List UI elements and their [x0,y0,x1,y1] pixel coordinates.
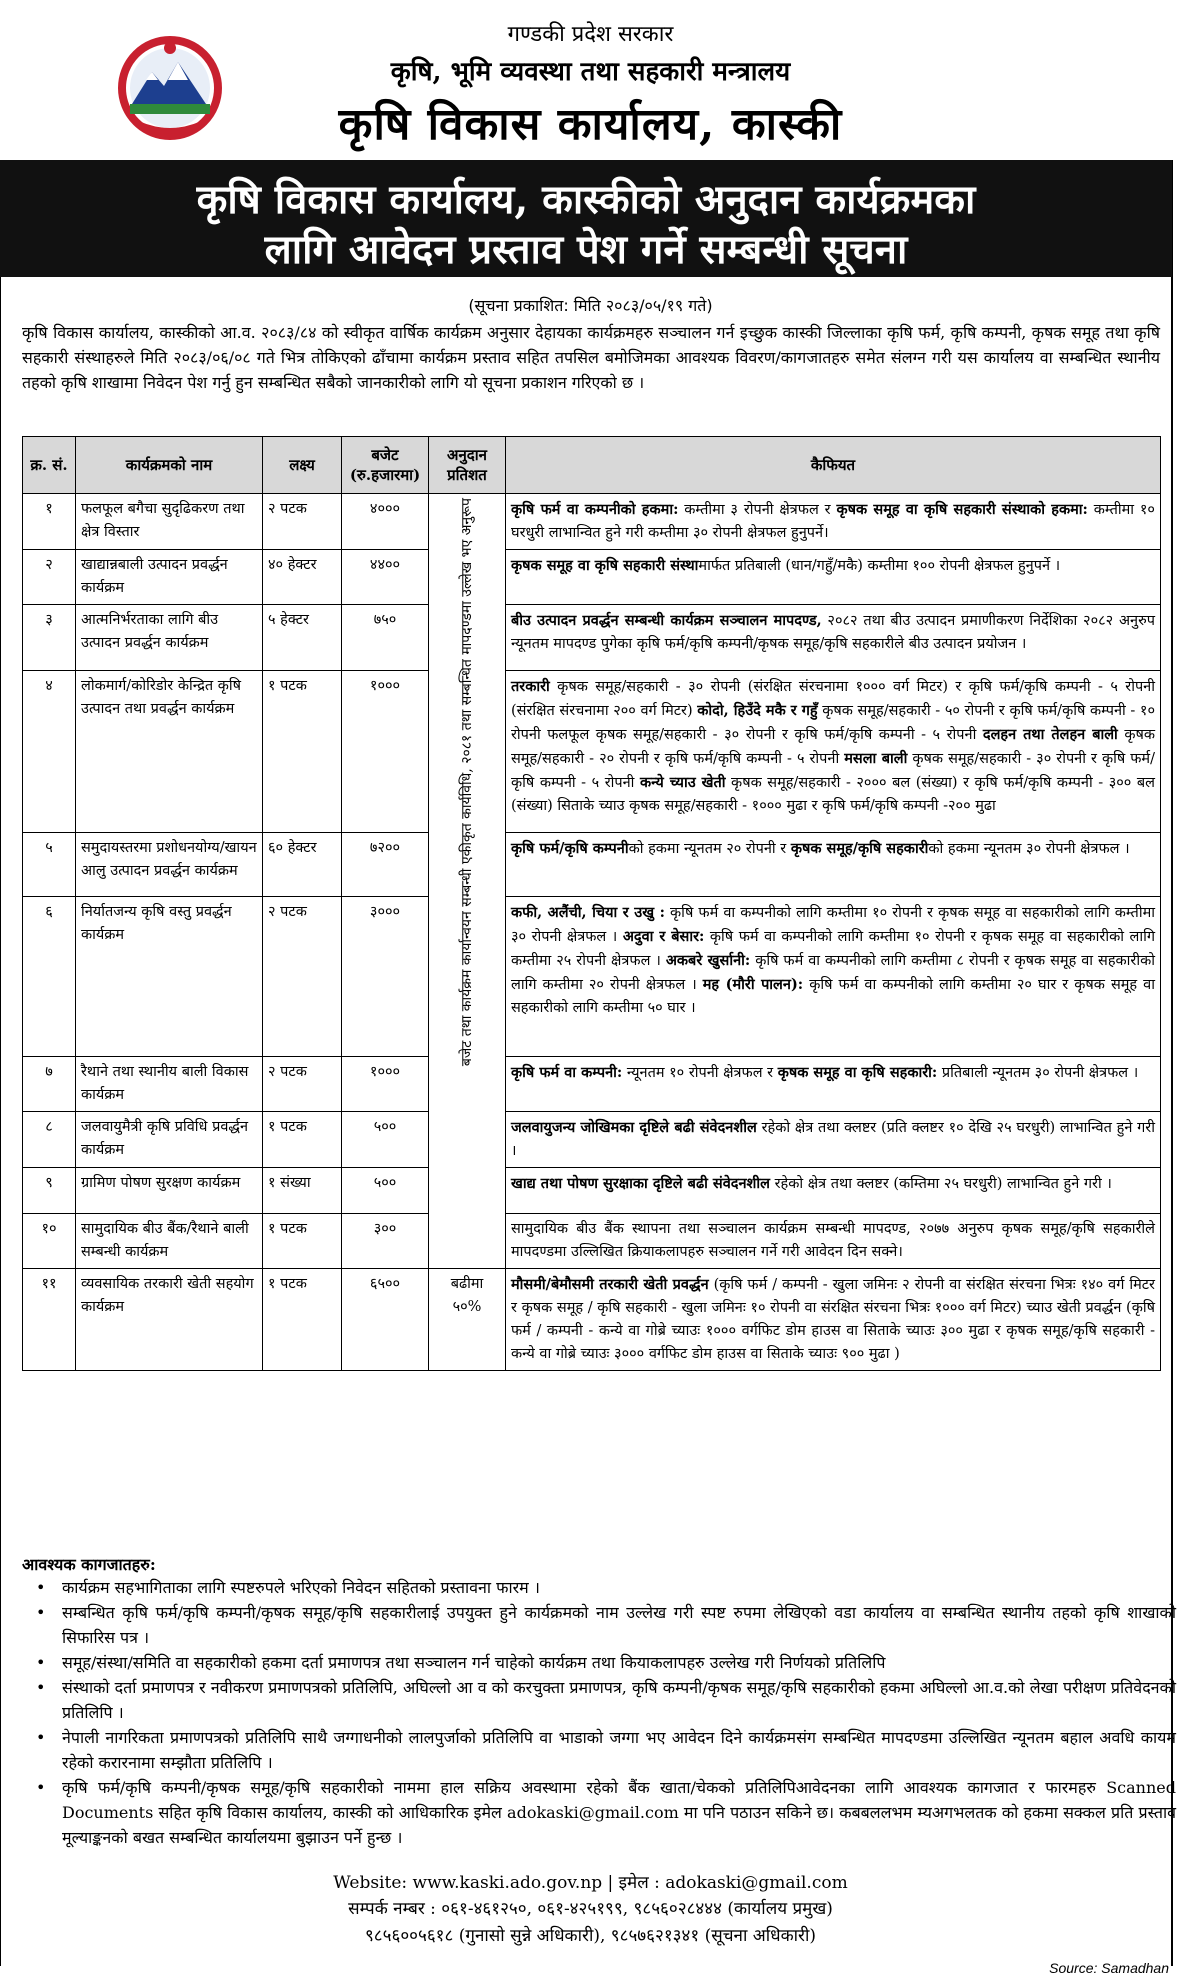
remarks-text-segment: कृषक समूह/सहकारी - ५० रोपनी र कृषि फर्म/कृषि कम्पनी - १० रोपनी फलफूल कृषक समूह/सहकारी - ३० रोपनी र कृषि फर्म/कृषि कम्पनी - ५ रोपनी [511,703,1155,743]
office-name: कृषि विकास कार्यालय, कास्की [338,99,843,150]
document-item: • कृषि फर्म/कृषि कम्पनी/कृषक समूह/कृषि सहकारीको नाममा हाल सक्रिय अवस्थामा रहेको बैंक खाता/चेकको प्रतिलिपिआवेदनका लागि आवश्यक कागजात र फारमहरु Scanned Documents सहित कृषि विकास कार्यालय, कास्की को आधिकारिक इमेल adokaski@gmail.com मा पनि पठाउन सकिने छ। कबबललभम म्यअगभलतक को हकमा सक्कल प्रति प्रस्ताव मूल्याङ्कनको बखत सम्बन्धित कार्यालयमा बुझाउन पर्ने हुन्छ । [36,1775,1176,1850]
row-target: १ संख्या [263,1168,342,1214]
remarks-text-segment: कृषक समूह/सहकारी - ३० रोपनी (संरक्षित संरचनामा १००० वर्ग मिटर) र कृषि फर्म/कृषि कम्पनी - ५ रोपनी (संरक्षित संरचनामा २०० वर्ग मिटर) [511,679,1155,719]
row-budget: ४४०० [342,550,429,605]
row-sn: ४ [23,671,76,833]
row-sn: ५ [23,833,76,897]
remarks-bold-segment: कोदो, हिउँदे मकै र गहुँ [697,702,818,719]
remarks-bold-segment: कृषक समूह वा कृषि सहकारी संस्था [511,557,699,574]
published-date: (सूचना प्रकाशित: मिति २०८३/०५/१९ गते) [468,296,713,315]
remarks-text-segment: कम्तीमा ३ रोपनी क्षेत्रफल र [678,502,837,518]
table-row [23,605,1161,671]
remarks-text-segment: प्रतिबाली न्यूनतम ३० रोपनी क्षेत्रफल । [937,1065,1139,1081]
table-row [23,494,1161,550]
remarks-bold-segment: कृषि फर्म/कृषि कम्पनी [511,840,629,857]
document-item: • समूह/संस्था/समिति वा सहकारीको हकमा दर्ता प्रमाणपत्र तथा सञ्चालन गर्न चाहेको कार्यक्रम तथा कियाकलापहरु उल्लेख गरी निर्णयको प्रतिलिपि [36,1650,1176,1675]
remarks-bold-segment: कृषक समूह वा कृषि सहकारी: [777,1064,938,1081]
row-remarks [506,833,1161,897]
header-name: कार्यक्रमको नाम [76,437,263,494]
row-target: ५ हेक्टर [263,605,342,671]
row-program-name: समुदायस्तरमा प्रशोधनयोग्य/खायन आलु उत्पादन प्रवर्द्धन कार्यक्रम [76,833,263,897]
row-remarks [506,605,1161,671]
row-program-name: रैथाने तथा स्थानीय बाली विकास कार्यक्रम [76,1057,263,1112]
row-program-name: आत्मनिर्भरताका लागि बीउ उत्पादन प्रवर्द्धन कार्यक्रम [76,605,263,671]
row-target: २ पटक [263,1057,342,1112]
row-remarks [506,1214,1161,1269]
remarks-bold-segment: कृषि फर्म वा कम्पनीको हकमा: [511,501,679,518]
header-remarks: कैफियत [506,437,1161,494]
row-remarks [506,550,1161,605]
row-remarks [506,494,1161,550]
remarks-text-segment: कृषि फर्म वा कम्पनीको लागि कम्तीमा २० घार र कृषक समूह वा सहकारीको लागि कम्तीमा ५० घार । [511,977,1155,1016]
table-row [23,550,1161,605]
row-sn: ११ [23,1269,76,1371]
program-table [22,436,1161,1371]
rate-cell: बढीमा ५०% [429,1269,506,1371]
remarks-bold-segment: मह (मौरी पालन): [702,976,804,993]
document-item: • कार्यक्रम सहभागिताका लागि स्पष्टरुपले भरिएको निवेदन सहितको प्रस्तावना फारम । [36,1575,1176,1600]
rate-vertical-text: बजेट तथा कार्यक्रम कार्यान्वयन सम्बन्धी एकीकृत कार्यविधि, २०८१ तथा सम्बन्धित मापदण्डमा उल्लेख भए अनुरूप [458,498,475,1067]
remarks-bold-segment: दलहन तथा तेलहन बाली [982,726,1118,743]
remarks-text-segment: कृषक समूह/सहकारी - २००० बल (संख्या) र कृषि फर्म/कृषि कम्पनी - ३०० बल (संख्या) सिताके च्याउ कृषक समूह/सहकारी - १००० मुढा र कृषि फर्म/कृषि कम्पनी -२०० मुढा [511,775,1155,814]
remarks-bold-segment: कृषक समूह/कृषि सहकारी [790,840,929,857]
row-target: ६० हेक्टर [263,833,342,897]
document-item: • नेपाली नागरिकता प्रमाणपत्रको प्रतिलिपि साथै जग्गाधनीको लालपुर्जाको प्रतिलिपि वा भाडाको जग्गा भए आवेदन दिने कार्यक्रमसंग सम्बन्धित मापदण्डमा उल्लिखित न्यूनतम बहाल अवधि कायम रहेको करारनामा सम्झौता प्रतिलिपि । [36,1725,1176,1775]
notice-title-line-1: कृषि विकास कार्यालय, कास्कीको अनुदान कार्यक्रमका [196,176,976,223]
row-sn: ३ [23,605,76,671]
row-program-name: सामुदायिक बीउ बैंक/रैथाने बाली सम्बन्धी कार्यक्रम [76,1214,263,1269]
row-sn: ७ [23,1057,76,1112]
row-target: ४० हेक्टर [263,550,342,605]
notice-title-line-2: लागि आवेदन प्रस्ताव पेश गर्ने सम्बन्धी सूचना [264,226,908,273]
remarks-bold-segment: तरकारी [511,678,550,695]
table-row [23,897,1161,1057]
remarks-bold-segment: कृषक समूह वा कृषि सहकारी संस्थाको हकमा: [836,501,1088,518]
header-rate: अनुदान प्रतिशत [429,437,506,494]
table-row [23,1269,1161,1371]
remarks-text-segment: कृषक समूह/सहकारी - २० रोपनी र कृषि फर्म/कृषि कम्पनी - ५ रोपनी [511,727,1156,767]
remarks-bold-segment: खाद्य तथा पोषण सुरक्षाका दृष्टिले बढी संवेदनशील [511,1175,770,1192]
intro-paragraph: कृषि विकास कार्यालय, कास्कीको आ.व. २०८३/८४ को स्वीकृत वार्षिक कार्यक्रम अनुसार देहायका कार्यक्रमहरु सञ्चालन गर्न इच्छुक कास्की जिल्लाका कृषि फर्म, कृषि कम्पनी, कृषक समूह तथा कृषि सहकारी संस्थाहरुले मिति २०८३/०६/०८ गते भित्र तोकिएको ढाँचामा कार्यक्रम प्रस्ताव सहित तपसिल बमोजिमका आवश्यक विवरण/कागजातहरु समेत संलग्न गरी यस कार्यालय वा सम्बन्धित स्थानीय तहको कृषि शाखामा निवेदन पेश गर्नु हुन सम्बन्धित सबैको जानकारीको लागि यो सूचना प्रकाशन गरिएको छ । [22,323,1161,392]
remarks-text-segment: कृषि फर्म वा कम्पनीको लागि कम्तीमा ८ रोपनी र कृषक समूह वा सहकारीको लागि कम्तीमा २० रोपनी क्षेत्रफल । [511,953,1155,993]
remarks-bold-segment: जलवायुजन्य जोखिमका दृष्टिले बढी संवेदनशील [511,1119,757,1136]
row-sn: ८ [23,1112,76,1168]
remarks-text-segment: सामुदायिक बीउ बैंक स्थापना तथा सञ्चालन कार्यक्रम सम्बन्धी मापदण्ड, २०७७ अनुरुप कृषक समूह/कृषि सहकारीले मापदण्डमा उल्लिखित क्रियाकलापहरु सञ्चालन गर्ने गरी आवेदन दिन सक्ने। [511,1221,1155,1260]
documents-title: आवश्यक कागजातहरु: [22,1555,156,1574]
table-row [23,833,1161,897]
remarks-bold-segment: कन्ये च्याउ खेती [639,774,726,791]
remarks-text-segment: रहेको क्षेत्र तथा क्लष्टर (कम्तिमा २५ घरधुरी) लाभान्वित हुने गरी । [769,1176,1112,1192]
government-name: गण्डकी प्रदेश सरकार [507,22,674,47]
remarks-text-segment: मार्फत प्रतिबाली (धान/गहुँ/मकै) कम्तीमा १०० रोपनी क्षेत्रफल हुनुपर्ने । [698,558,1061,574]
row-remarks [506,671,1161,833]
row-target: १ पटक [263,1112,342,1168]
remarks-text-segment: को हकमा न्यूनतम ३० रोपनी क्षेत्रफल । [928,841,1130,857]
row-sn: ६ [23,897,76,1057]
row-target: २ पटक [263,897,342,1057]
row-program-name: जलवायुमैत्री कृषि प्रविधि प्रवर्द्धन कार्यक्रम [76,1112,263,1168]
source-credit: Source: Samadhan [1049,1960,1169,1976]
notice-title-bar [0,160,1172,277]
remarks-text-segment: कम्तीमा १० घरधुरी लाभान्वित हुने गरी कम्तीमा ३० रोपनी क्षेत्रफल हुनुपर्ने। [511,502,1155,541]
header [0,0,1181,158]
contact-website: Website: www.kaski.ado.gov.np | इमेल : adokaski@gmail.com [333,1873,848,1893]
remarks-bold-segment: मसला बाली [844,750,908,767]
row-remarks [506,1112,1161,1168]
table-row [23,1168,1161,1214]
remarks-text-segment: कृषि फर्म वा कम्पनीको लागि कम्तीमा १० रोपनी र कृषक समूह वा सहकारीको लागि कम्तीमा ३० रोपनी क्षेत्रफल । [511,905,1156,945]
row-budget: ७२०० [342,833,429,897]
row-budget: ५०० [342,1168,429,1214]
remarks-text-segment: कृषक समूह/सहकारी - ३० रोपनी र कृषि फर्म/कृषि कम्पनी - ५ रोपनी [511,751,1155,791]
header-sn: क्र. सं. [23,437,76,494]
ministry-name: कृषि, भूमि व्यवस्था तथा सहकारी मन्त्रालय [390,57,791,87]
remarks-bold-segment: कफी, अलैंची, चिया र उखु : [511,904,665,921]
row-program-name: फलफूल बगैचा सुदृढिकरण तथा क्षेत्र विस्तार [76,494,263,550]
header-budget: बजेट (रु.हजारमा) [342,437,429,494]
remarks-text-segment: कृषि फर्म वा कम्पनीको लागि कम्तीमा १० रोपनी र कृषक समूह वा सहकारीको लागि कम्तीमा २५ रोपनी क्षेत्रफल । [511,929,1155,969]
row-sn: १ [23,494,76,550]
table-row [23,1057,1161,1112]
row-target: १ पटक [263,1269,342,1371]
documents-list [22,1575,1176,1850]
row-budget: १००० [342,671,429,833]
row-sn: १० [23,1214,76,1269]
row-sn: २ [23,550,76,605]
document-item: • संस्थाको दर्ता प्रमाणपत्र र नवीकरण प्रमाणपत्रको प्रतिलिपि, अघिल्लो आ व को करचुक्ता प्रमाणपत्र, कृषि कम्पनी/कृषक समूह/कृषि सहकारीको हकमा अघिल्लो आ.व.को लेखा परीक्षण प्रतिवेदनको प्रतिलिपि । [36,1675,1176,1725]
row-budget: ३००० [342,897,429,1057]
table-row [23,1214,1161,1269]
row-remarks [506,897,1161,1057]
contact-phone: सम्पर्क नम्बर : ०६१-४६१२५०, ०६१-४२५१९९, ९८५६०२८४४४ (कार्यालय प्रमुख) [348,1899,833,1919]
table-row [23,671,1161,833]
row-program-name: व्यवसायिक तरकारी खेती सहयोग कार्यक्रम [76,1269,263,1371]
row-program-name: ग्रामिण पोषण सुरक्षण कार्यक्रम [76,1168,263,1214]
row-target: १ पटक [263,1214,342,1269]
row-budget: १००० [342,1057,429,1112]
row-target: २ पटक [263,494,342,550]
remarks-text-segment: (कृषि फर्म / कम्पनी - खुला जमिनः २ रोपनी वा संरक्षित संरचना भित्रः १४० वर्ग मिटर र कृषक समूह / कृषि सहकारी - खुला जमिनः १० रोपनी वा संरक्षित संरचना भित्रः १००० वर्ग मिटर) च्याउ खेती प्रवर्द्धन (कृषि फर्म / कम्पनी - कन्ये वा गोब्रे च्याउः १००० वर्गफिट डोम हाउस वा सिताके च्याउः ३०० मुढा र कृषक समूह/कृषि सहकारी - कन्ये वा गोब्रे च्याउः ३००० वर्गफिट डोम हाउस वा सिताके च्याउः ९०० मुढा ) [511,1277,1155,1362]
table-body [23,494,1161,1371]
table-row [23,1112,1161,1168]
remarks-text-segment: २०८२ तथा बीउ उत्पादन प्रमाणीकरण निर्देशिका २०८२ अनुरुप न्यूनतम मापदण्ड पुगेका कृषि फर्म/कृषि कम्पनी/कृषक समूह/कृषि सहकारीले बीउ उत्पादन प्रयोजन । [511,613,1155,652]
remarks-bold-segment: बीउ उत्पादन प्रवर्द्धन सम्बन्धी कार्यक्रम सञ्चालन मापदण्ड, [511,612,822,629]
contact-officers: ९८५६००५६१८ (गुनासो सुन्ने अधिकारी), ९८५७६२१३४१ (सूचना अधिकारी) [364,1926,817,1946]
row-budget: ६५०० [342,1269,429,1371]
remarks-bold-segment: अदुवा र बेसार: [622,928,705,945]
row-target: १ पटक [263,671,342,833]
row-remarks [506,1057,1161,1112]
remarks-text-segment: रहेको क्षेत्र तथा क्लष्टर (प्रति क्लष्टर १० देखि २५ घरधुरी) लाभान्वित हुने गरी । [511,1120,1155,1159]
row-budget: ३०० [342,1214,429,1269]
header-target: लक्ष्य [263,437,342,494]
remarks-bold-segment: मौसमी/बेमौसमी तरकारी खेती प्रवर्द्धन [511,1276,709,1293]
remarks-text-segment: न्यूनतम १० रोपनी क्षेत्रफल र [622,1065,778,1081]
row-budget: ७५० [342,605,429,671]
rate-merged-cell [429,494,506,1269]
row-program-name: निर्यातजन्य कृषि वस्तु प्रवर्द्धन कार्यक्रम [76,897,263,1057]
row-budget: ४००० [342,494,429,550]
row-program-name: खाद्यान्नबाली उत्पादन प्रवर्द्धन कार्यक्रम [76,550,263,605]
row-remarks [506,1168,1161,1214]
document-item: • सम्बन्धित कृषि फर्म/कृषि कम्पनी/कृषक समूह/कृषि सहकारीलाई उपयुक्त हुने कार्यक्रमको नाम उल्लेख गरी स्पष्ट रुपमा लेखिएको वडा कार्यालय वा सम्बन्धित स्थानीय तहको कृषि शाखाको सिफारिस पत्र । [36,1600,1176,1650]
remarks-bold-segment: कृषि फर्म वा कम्पनी: [511,1064,623,1081]
row-budget: ५०० [342,1112,429,1168]
remarks-bold-segment: अकबरे खुर्सानी: [665,952,751,969]
row-remarks [506,1269,1161,1371]
remarks-text-segment: को हकमा न्यूनतम २० रोपनी र [628,841,791,857]
row-sn: ९ [23,1168,76,1214]
table-header-row [23,437,1161,494]
row-program-name: लोकमार्ग/कोरिडोर केन्द्रित कृषि उत्पादन तथा प्रवर्द्धन कार्यक्रम [76,671,263,833]
